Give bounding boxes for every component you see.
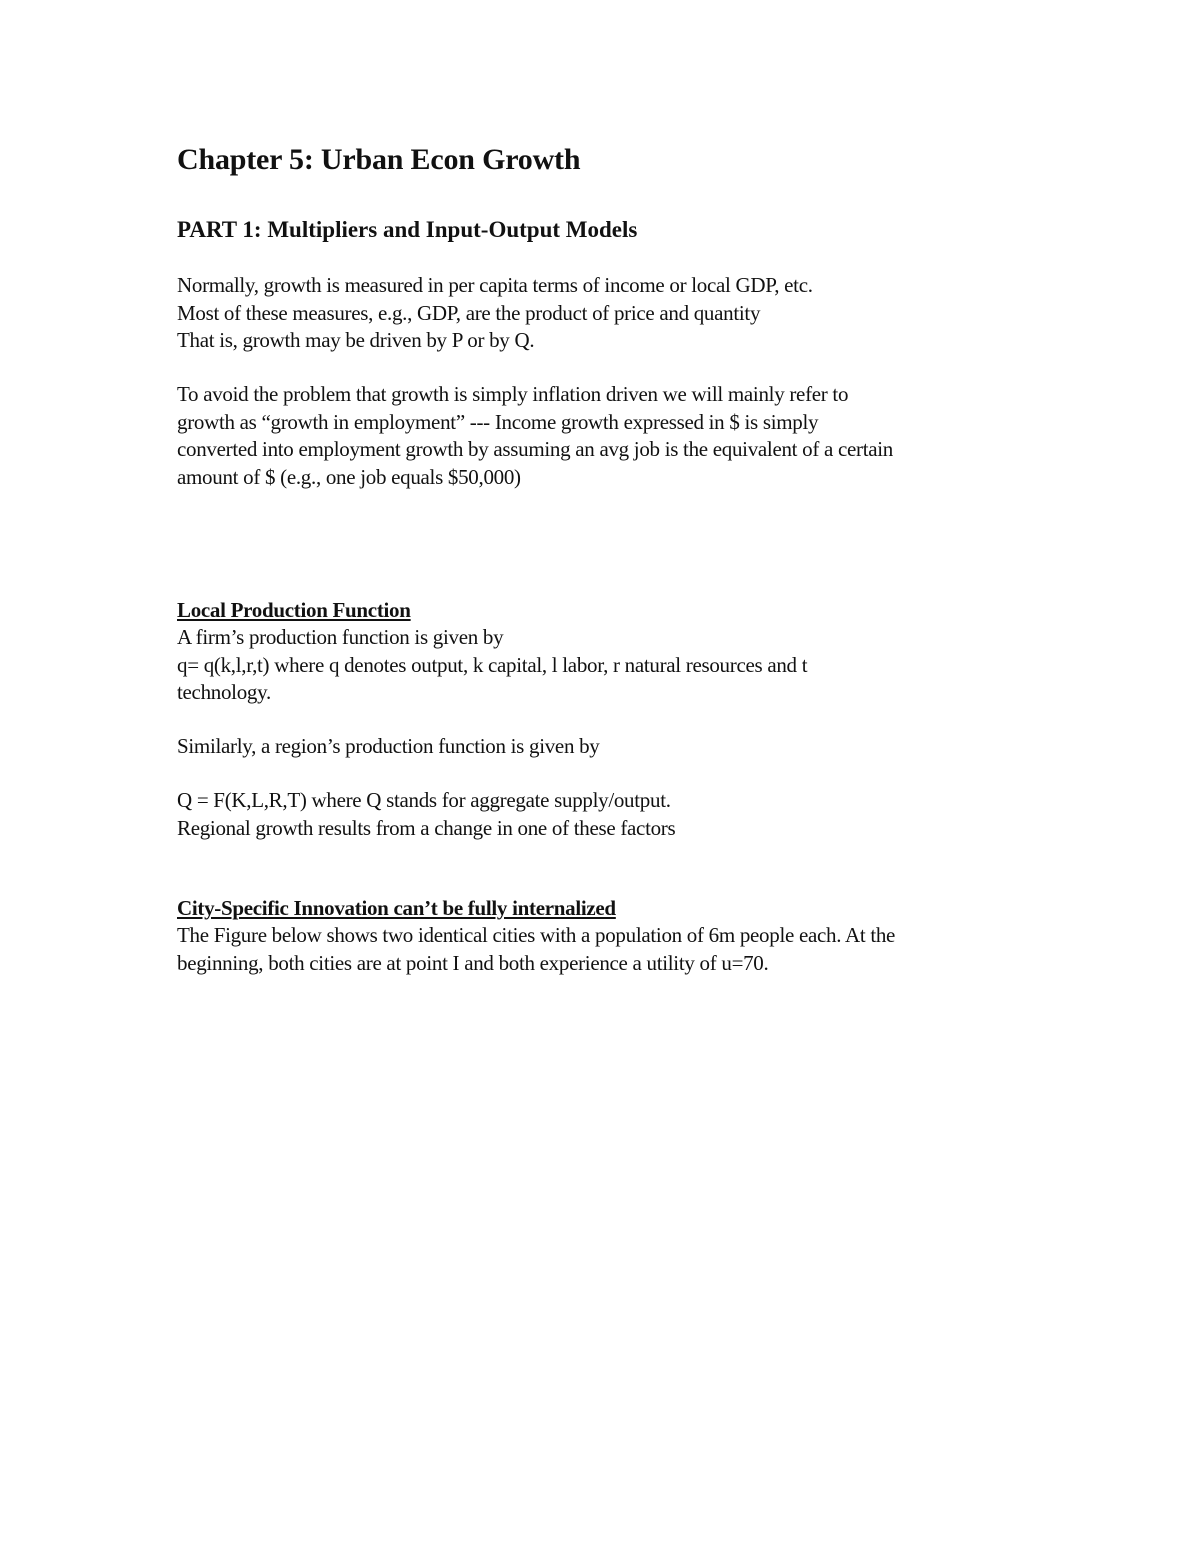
text-line: Similarly, a region’s production function is given by bbox=[177, 734, 600, 758]
firm-production-paragraph bbox=[177, 624, 807, 707]
text-line: Q = F(K,L,R,T) where Q stands for aggregate supply/output. bbox=[177, 788, 671, 812]
text-line: That is, growth may be driven by P or by Q. bbox=[177, 328, 535, 352]
part-title: PART 1: Multipliers and Input-Output Models bbox=[177, 217, 638, 242]
text-line: converted into employment growth by assuming an avg job is the equivalent of a certain bbox=[177, 437, 894, 461]
intro-paragraph bbox=[177, 272, 813, 355]
text-line: amount of $ (e.g., one job equals $50,000) bbox=[177, 464, 521, 489]
local-production-heading: Local Production Function bbox=[177, 598, 411, 622]
region-intro-paragraph bbox=[177, 733, 600, 761]
text-line: A firm’s production function is given by bbox=[177, 625, 504, 649]
text-line: Normally, growth is measured in per capita terms of income or local GDP, etc. bbox=[177, 273, 813, 297]
text-line: technology. bbox=[177, 680, 271, 704]
city-innovation-paragraph bbox=[177, 922, 895, 977]
chapter-title: Chapter 5: Urban Econ Growth bbox=[177, 143, 581, 176]
text-line: Regional growth results from a change in one of these factors bbox=[177, 815, 676, 840]
text-line: The Figure below shows two identical cities with a population of 6m people each. At the bbox=[177, 923, 896, 947]
city-innovation-heading: City-Specific Innovation can’t be fully internalized bbox=[177, 896, 616, 920]
employment-paragraph bbox=[177, 381, 893, 491]
text-line: Most of these measures, e.g., GDP, are the product of price and quantity bbox=[177, 300, 761, 325]
text-line: growth as “growth in employment” --- Income growth expressed in $ is simply bbox=[177, 409, 819, 434]
text-line: q= q(k,l,r,t) where q denotes output, k capital, l labor, r natural resources and t bbox=[177, 652, 808, 677]
text-line: beginning, both cities are at point I and both experience a utility of u=70. bbox=[177, 950, 769, 975]
text-line: To avoid the problem that growth is simply inflation driven we will mainly refer to bbox=[177, 382, 849, 406]
region-production-paragraph bbox=[177, 787, 675, 842]
